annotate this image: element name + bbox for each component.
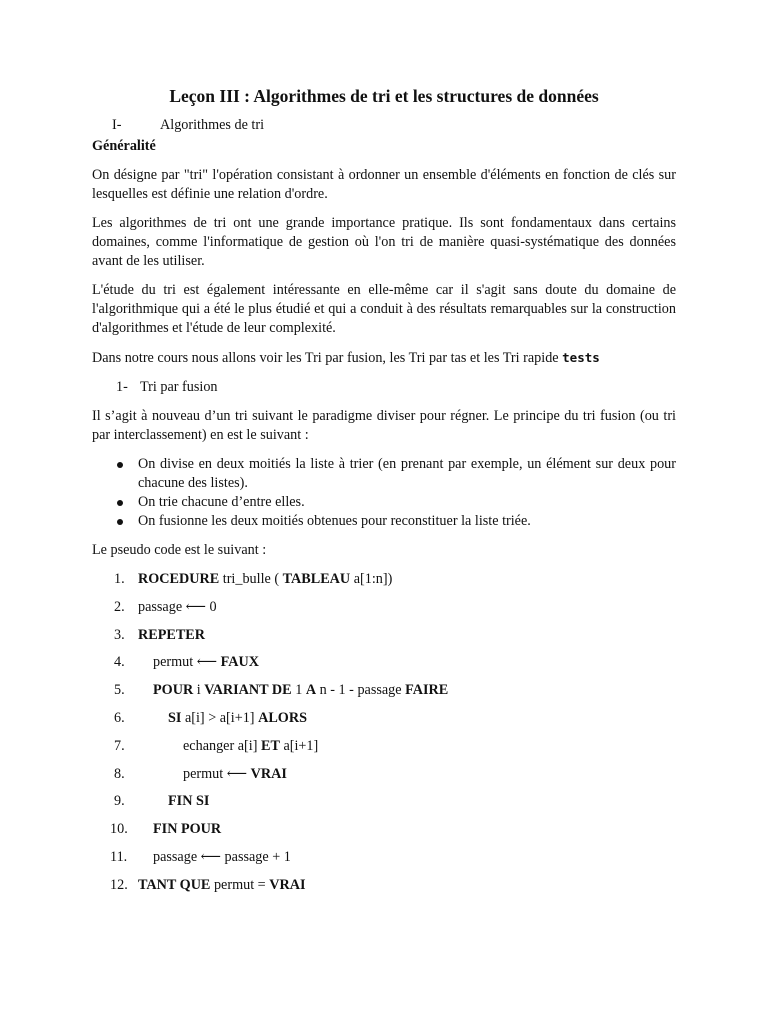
code-text: passage ⟵ 0	[138, 598, 217, 615]
code-line-text	[138, 682, 448, 698]
code-line-number: 1.	[114, 571, 125, 587]
pseudo-code-list	[92, 570, 676, 904]
code-line	[92, 598, 676, 626]
bullet-icon	[117, 519, 123, 525]
list-item-text: On divise en deux moitiés la liste à trier (en prenant par exemple, un élément sur deux pour chacune des listes).	[138, 456, 676, 491]
code-text: a[i+1]	[279, 737, 319, 754]
list-item-text: On fusionne les deux moitiés obtenues pour reconstituer la liste triée.	[138, 513, 531, 529]
code-line-text	[138, 654, 259, 670]
code-line	[92, 709, 676, 737]
list-item-text: On trie chacune d’entre elles.	[138, 494, 305, 510]
code-keyword: ROCEDURE	[138, 571, 220, 587]
code-line-text	[138, 821, 221, 837]
code-text: a[1:n])	[350, 571, 393, 587]
code-keyword: ALORS	[258, 709, 307, 726]
paragraph-study: L'étude du tri est également intéressante en elle-même car il s'agit sans doute du domaine de l'algorithmique qui a été le plus étudié et qui a conduit à des résultats remarquables sur la construction d'algorithmes et l'étude de leur complexité.	[92, 282, 676, 336]
bullet-icon	[117, 500, 123, 506]
code-line-number: 2.	[114, 598, 125, 615]
code-line	[92, 681, 676, 709]
subsection-number: 1-	[116, 379, 128, 395]
code-line	[92, 848, 676, 876]
code-keyword: FIN POUR	[153, 821, 222, 838]
code-line-number: 4.	[114, 654, 125, 671]
code-text: n - 1 - passage	[316, 682, 406, 699]
code-keyword: TABLEAU	[282, 571, 351, 587]
code-text: echanger a[i]	[183, 737, 261, 754]
code-line	[92, 876, 676, 904]
code-keyword: ET	[260, 737, 280, 754]
code-keyword: FAIRE	[405, 682, 449, 699]
code-text: 1	[291, 682, 306, 699]
code-line-number: 11.	[110, 848, 128, 865]
code-line-number: 5.	[114, 682, 125, 699]
code-text: tri_bulle (	[219, 571, 283, 587]
section-label: Algorithmes de tri	[160, 117, 265, 133]
section-heading	[112, 117, 264, 134]
code-line-text	[138, 599, 217, 615]
code-keyword: VARIANT DE	[204, 682, 292, 699]
code-line	[92, 653, 676, 681]
code-line-number: 6.	[114, 709, 125, 726]
code-keyword: SI	[168, 709, 182, 726]
code-text: i	[193, 682, 205, 699]
paragraph-course	[92, 348, 676, 368]
code-line-number: 12.	[110, 876, 128, 893]
code-line-text	[138, 710, 307, 726]
list-item	[138, 455, 676, 493]
code-line	[92, 570, 676, 598]
code-line-number: 9.	[114, 793, 125, 810]
code-line-text	[138, 877, 306, 893]
document-body	[92, 137, 676, 904]
course-tail: tests	[562, 350, 600, 365]
code-line-number: 7.	[114, 737, 125, 754]
code-keyword: REPETER	[138, 626, 206, 643]
list-item	[138, 512, 676, 531]
section-number: I-	[112, 117, 122, 133]
code-keyword: VRAI	[269, 876, 306, 893]
lesson-title: Leçon III : Algorithmes de tri et les structures de données	[169, 86, 599, 106]
code-line-number: 8.	[114, 765, 125, 782]
bullet-list	[92, 455, 676, 531]
code-keyword: A	[305, 682, 317, 699]
code-line-text	[138, 627, 205, 643]
code-text: permut ⟵	[183, 765, 251, 782]
code-line-text	[138, 738, 318, 754]
code-line	[92, 792, 676, 820]
code-text: permut =	[210, 876, 270, 893]
code-text: permut ⟵	[153, 654, 221, 671]
code-line	[92, 765, 676, 793]
code-line-text	[138, 571, 392, 587]
paragraph-definition: On désigne par "tri" l'opération consistant à ordonner un ensemble d'éléments en fonction de clés sur lesquelles est définie une relation d'ordre.	[92, 167, 676, 202]
bullet-icon	[117, 462, 123, 468]
code-line-number: 3.	[114, 626, 125, 643]
subsection-label: Tri par fusion	[140, 379, 218, 395]
code-text: passage ⟵ passage + 1	[153, 848, 291, 865]
code-line-text	[138, 793, 209, 809]
code-line-number: 10.	[110, 821, 128, 838]
code-line	[92, 737, 676, 765]
code-line	[92, 626, 676, 654]
code-keyword: FAUX	[220, 654, 259, 671]
code-keyword: FIN SI	[168, 793, 210, 810]
code-line	[92, 820, 676, 848]
code-line-text	[138, 766, 287, 782]
course-text: Dans notre cours nous allons voir les Tri par fusion, les Tri par tas et les Tri rapide	[92, 350, 563, 366]
paragraph-pseudo-intro: Le pseudo code est le suivant :	[92, 542, 267, 558]
paragraph-principle: Il s’agit à nouveau d’un tri suivant le paradigme diviser pour régner. Le principe du tri fusion (ou tri par interclassement) en est le suivant :	[92, 408, 676, 443]
code-line-text	[138, 849, 291, 865]
code-keyword: POUR	[153, 682, 194, 699]
code-keyword: TANT QUE	[138, 876, 211, 893]
generalite-heading: Généralité	[92, 138, 156, 154]
code-keyword: VRAI	[250, 765, 287, 782]
paragraph-importance: Les algorithmes de tri ont une grande importance pratique. Ils sont fondamentaux dans certains domaines, comme l'informatique de gestion où l'on tri de manière quasi-systématique des données avant de les utiliser.	[92, 215, 676, 269]
subsection-heading	[92, 378, 676, 397]
list-item	[138, 493, 676, 512]
code-text: a[i] > a[i+1]	[181, 709, 259, 726]
